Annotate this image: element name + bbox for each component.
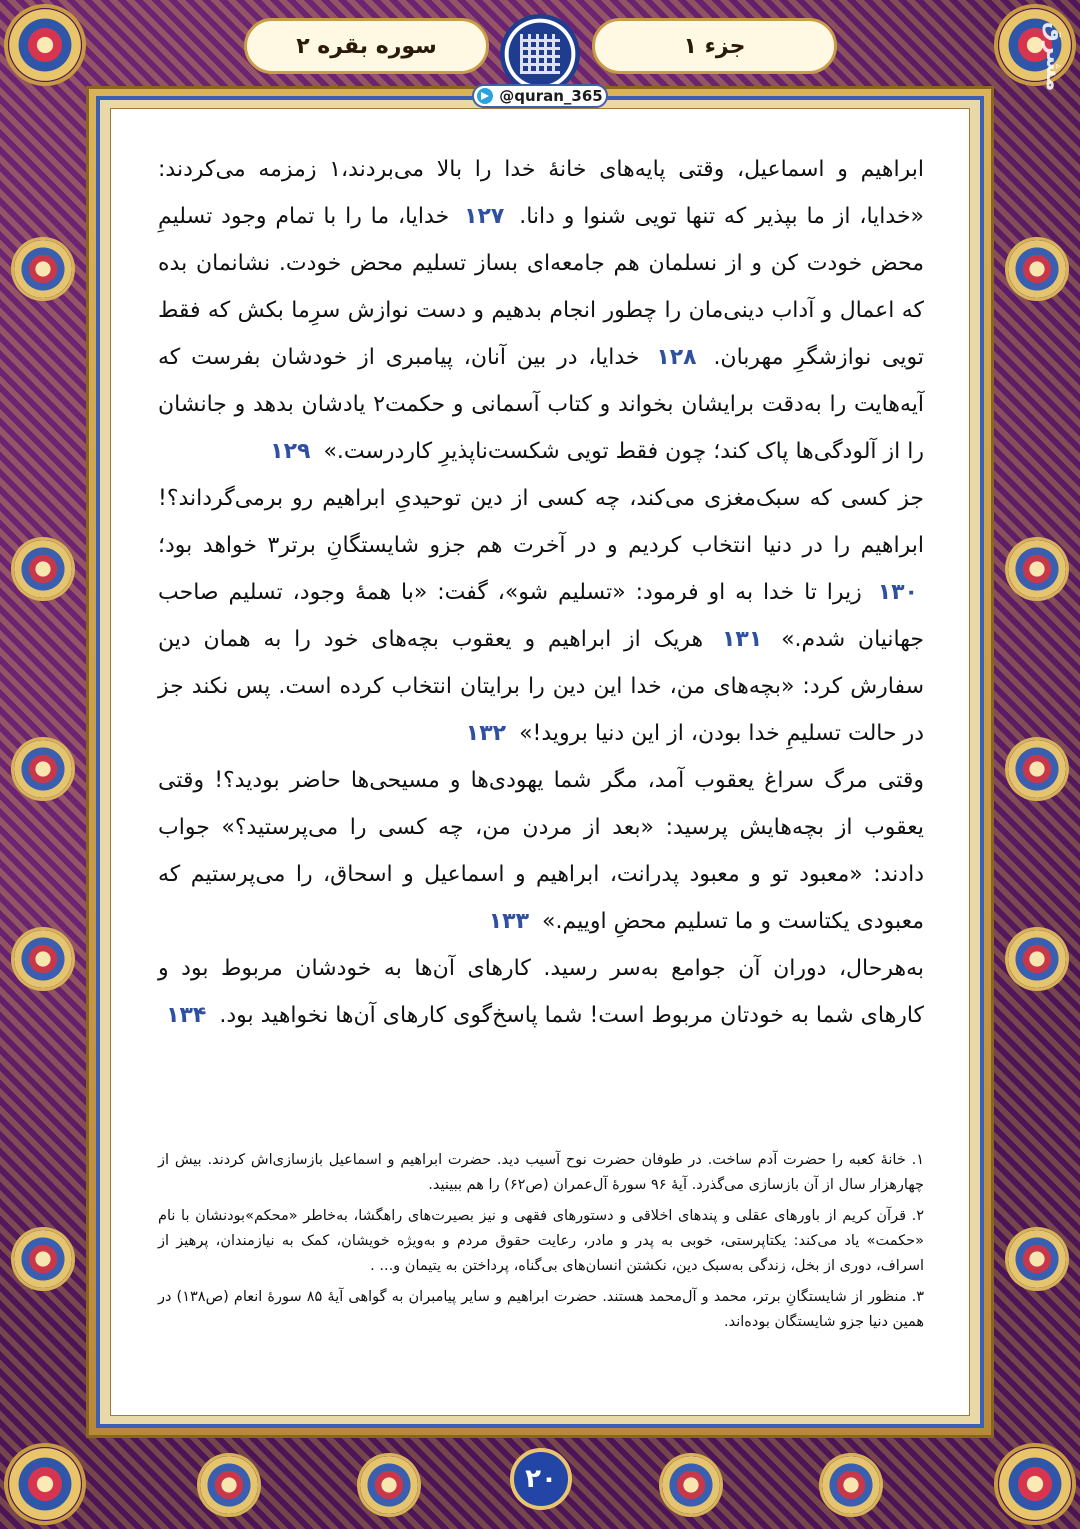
- paragraph: جز کسی که سبک‌مغزی می‌کند، چه کسی از دین توحیدیِ ابراهیم رو برمی‌گرداند؟! ابراهیم را در دنیا انتخاب کردیم و در آخرت هم جزو شایستگانِ برتر۳ خواهد بود؛ ۱۳۰ زیرا تا خدا به او فرمود: «تسلیم شو»، گفت: «با همهٔ وجود، تسلیم صاحب جهانیان شدم.» ۱۳۱ هریک از ابراهیم و یعقوب بچه‌های خود را به همان دین سفارش کرد: «بچه‌های من، خدا این دین را برایتان انتخاب کرده است. پس نکند جز در حالت تسلیمِ خدا بودن، از این دنیا بروید!» ۱۳۲: [158, 475, 924, 757]
- side-rosette: [1008, 930, 1066, 988]
- telegram-icon: [477, 88, 493, 104]
- translation-text: [158, 146, 924, 1039]
- side-rosette: [14, 1230, 72, 1288]
- side-rosette: [1008, 740, 1066, 798]
- corner-rosette-top-left: [8, 8, 82, 82]
- side-rosette: [14, 740, 72, 798]
- ayah-number: ۱۳۱: [721, 627, 763, 652]
- ayah-number: ۱۳۲: [465, 721, 507, 746]
- footnote: ۲. قرآن کریم از باورهای عقلی و پندهای اخلاقی و دستورهای فقهی و نیز بصیرت‌های راهگشا، به‌خاطر «محکم»بودنشان با نام «حکمت» یاد می‌کند: یکتاپرستی، خوبی به پدر و مادر، رعایت حقوق مردم و به‌ویژه خویشان، کمک به نیازمندان، پرهیز از اسراف، دوری از بخل، زندگی به‌سبک دین، نکشتن انسان‌های بی‌گناه، پرداختن به یتیمان و... .: [158, 1208, 924, 1274]
- side-rosette: [14, 930, 72, 988]
- surah-label: سوره بقره ۲: [244, 18, 489, 74]
- corner-rosette-bottom-left: [8, 1447, 82, 1521]
- footnote: ۳. منظور از شایستگانِ برتر، محمد و آل‌محمد هستند. حضرت ابراهیم و سایر پیامبران به گواهی آیهٔ ۸۵ سورهٔ انعام (ص۱۳۸) در همین دنیا جزو شایستگان بوده‌اند.: [158, 1289, 924, 1330]
- channel-tag[interactable]: [472, 84, 608, 108]
- bottom-rosette: [662, 1456, 720, 1514]
- side-rosette: [1008, 540, 1066, 598]
- footnotes: [158, 1148, 924, 1341]
- side-rosette: [14, 240, 72, 298]
- side-rosette: [14, 540, 72, 598]
- side-rosette: [1008, 240, 1066, 298]
- paragraph: وقتی مرگ سراغ یعقوب آمد، مگر شما یهودی‌ها و مسیحی‌ها حاضر بودید؟! وقتی یعقوب از بچه‌هایش پرسید: «بعد از مردن من، چه کسی را می‌پرستید؟» جواب دادند: «معبود تو و معبود پدرانت، ابراهیم و اسماعیل و اسحاق، را می‌پرستیم که معبودی یکتاست و ما تسلیم محضِ اوییم.» ۱۳۳: [158, 757, 924, 945]
- corner-rosette-bottom-right: [998, 1447, 1072, 1521]
- ayah-number: ۱۲۹: [270, 439, 311, 464]
- calligraphy-emblem-icon: [500, 14, 580, 94]
- ayah-number: ۱۲۸: [656, 345, 697, 370]
- bottom-rosette: [360, 1456, 418, 1514]
- bottom-rosette: [200, 1456, 258, 1514]
- watermark-logo: مشرق: [1041, 22, 1066, 92]
- footnote: ۱. خانهٔ کعبه را حضرت آدم ساخت. در طوفان حضرت نوح آسیب دید. حضرت ابراهیم و اسماعیل بازسازی‌اش کردند. بیش از چهارهزار سال از آن بازسازی می‌گذرد. آیهٔ ۹۶ سورهٔ آل‌عمران (ص۶۲) را هم ببینید.: [158, 1152, 924, 1193]
- paragraph: به‌هرحال، دوران آن جوامع به‌سر رسید. کارهای آن‌ها به خودشان مربوط بود و کارهای شما به خودتان مربوط است! شما پاسخ‌گوی کارهای آن‌ها نخواهید بود. ۱۳۴: [158, 945, 924, 1039]
- emblem-pattern: [520, 34, 560, 74]
- channel-handle: @quran_365: [499, 87, 603, 105]
- juz-label: جزء ۱: [592, 18, 837, 74]
- side-rosette: [1008, 1230, 1066, 1288]
- ayah-number: ۱۳۴: [166, 1003, 207, 1028]
- page-number: ۲۰: [510, 1448, 572, 1510]
- ayah-number: ۱۲۷: [464, 204, 505, 229]
- ayah-number: ۱۳۳: [488, 909, 530, 934]
- paragraph: ابراهیم و اسماعیل، وقتی پایه‌های خانهٔ خدا را بالا می‌بردند،۱ زمزمه می‌کردند: «خدایا، از ما بپذیر که تنها تویی شنوا و دانا. ۱۲۷ خدایا، ما را با تمام وجود تسلیمِ محض خودت کن و از نسلمان هم جامعه‌ای بساز تسلیم محض خودت. نشانمان بده که اعمال و آداب دینی‌مان را چطور انجام بدهیم و دست نوازش سرِما بکش که فقط تویی نوازشگرِ مهربان. ۱۲۸ خدایا، در بین آنان، پیامبری از خودشان بفرست که آیه‌هایت را به‌دقت برایشان بخواند و کتاب آسمانی و حکمت۲ یادشان بدهد و جانشان را از آلودگی‌ها پاک کند؛ چون فقط تویی شکست‌ناپذیرِ کاردرست.» ۱۲۹: [158, 146, 924, 475]
- ayah-number: ۱۳۰: [877, 580, 918, 605]
- bottom-rosette: [822, 1456, 880, 1514]
